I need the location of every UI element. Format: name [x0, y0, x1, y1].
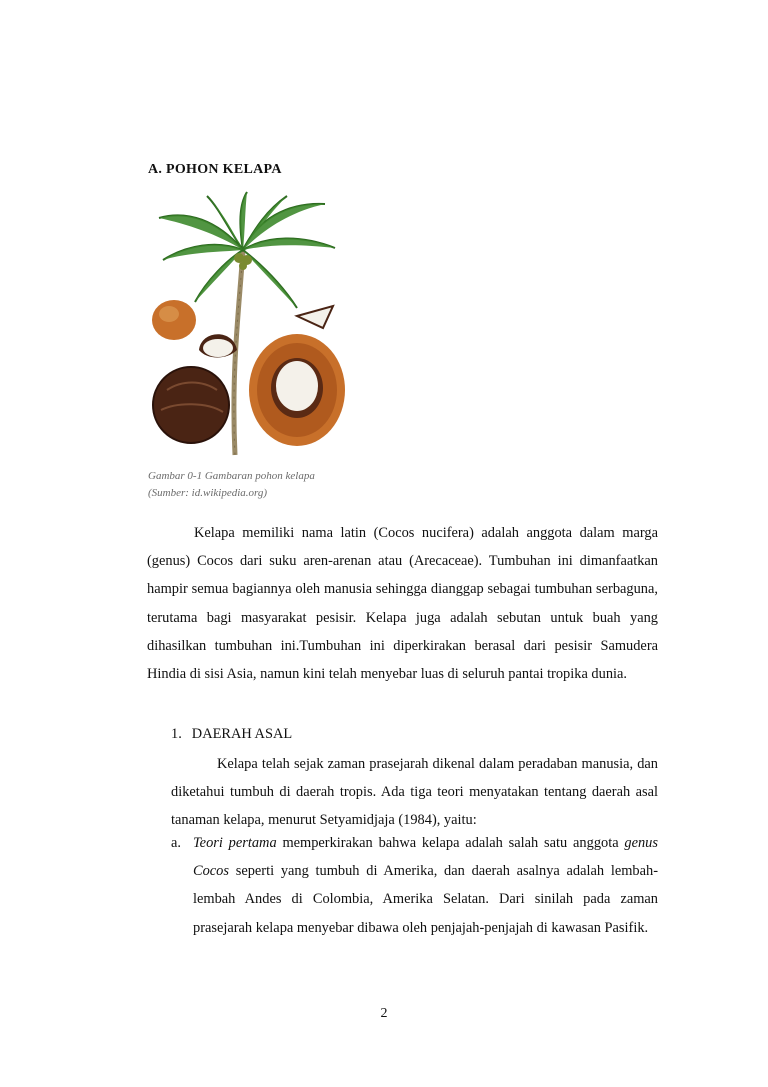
theory-a-genus: genus Cocos — [193, 835, 658, 880]
caption-source: (Sumber: id.wikipedia.org) — [148, 487, 268, 499]
palm-trunk — [234, 250, 243, 455]
subsection-number: 1. — [171, 726, 182, 742]
theory-a-text2: seperti yang tumbuh di Amerika, dan daerah asalnya adalah lembah-lembah Andes di Colombia, Amerika Selatan. Dari sinilah pada zaman prasejarah kelapa menyebar dibawa oleh penjajah-penjajah di kawasan Pasifik. — [193, 863, 658, 936]
theory-a-marker: a. — [171, 835, 181, 851]
theory-a-text — [193, 829, 658, 942]
section-heading: A. POHON KELAPA — [148, 162, 282, 177]
subsection-heading — [171, 726, 292, 743]
page-number: 2 — [380, 1006, 388, 1021]
coconut-tree-image — [147, 190, 347, 462]
coconut-tree-illustration — [147, 190, 347, 462]
caption-title: Gambar 0-1 Gambaran pohon kelapa — [148, 470, 315, 482]
intro-paragraph: Kelapa memiliki nama latin (Cocos nucifera) adalah anggota dalam marga (genus) Cocos dari suku aren-arenan atau (Arecaceae). Tumbuhan ini dimanfaatkan hampir semua bagiannya oleh manusia sehingga dianggap sebagai tumbuhan serbaguna, terutama bagi masyarakat pesisir. Kelapa juga adalah sebutan untuk buah yang dihasilkan tumbuhan ini.Tumbuhan ini diperkirakan berasal dari pesisir Samudera Hindia di sisi Asia, namun kini telah menyebar luas di seluruh pantai tropika dunia. — [147, 525, 658, 683]
subsection-title: DAERAH ASAL — [191, 726, 293, 742]
theory-a-item — [171, 829, 658, 942]
subsection-paragraph: Kelapa telah sejak zaman prasejarah dikenal dalam peradaban manusia, dan diketahui tumbuh di daerah tropis. Ada tiga teori menyatakan tentang daerah asal tanaman kelapa, menurut Setyamidjaja (1984), yaitu: — [171, 756, 658, 829]
figure-caption — [148, 468, 315, 502]
coconut-slice — [297, 306, 333, 328]
theory-a-lead: Teori pertama — [193, 835, 277, 851]
theory-a-text1: memperkirakan bahwa kelapa adalah salah satu anggota — [276, 835, 625, 851]
